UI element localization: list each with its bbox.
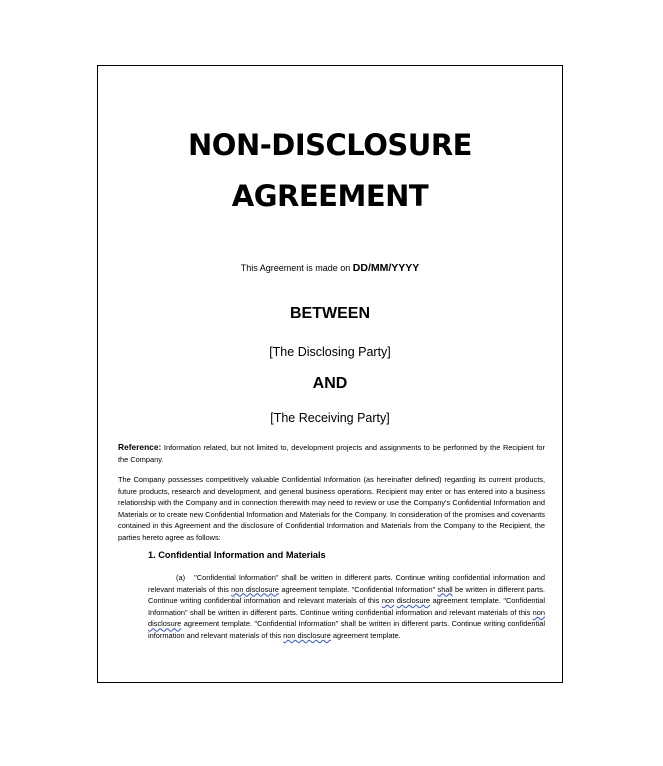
- company-paragraph: The Company possesses competitively valuable Confidential Information (as hereinafter defined) regarding its current products, future products, research and development, and general business operations. Recipient may enter or has entered into a business relationship with the Company and in connection therewith may need to review or use the Company's Confidential Information and Materials or to create new Confidential Information and Materials for the Company. In consideration of the promises and covenants contained in this Agreement and the disclosure of Confidential Information and Materials from the Company to the Recipient, the parties hereto agree as follows:: [118, 475, 545, 542]
- agreement-date-line: [98, 262, 562, 274]
- section-1-heading: 1. Confidential Information and Materials: [148, 550, 326, 560]
- between-heading: BETWEEN: [290, 305, 370, 322]
- document-page: [97, 65, 563, 683]
- title-line-2: AGREEMENT: [231, 179, 429, 213]
- clause-a-text-5: agreement template. "Confidential Information" shall be written in different parts. Continue writing confidential information and relevant materials of this: [148, 619, 545, 640]
- disclosing-party: [The Disclosing Party]: [269, 345, 391, 359]
- and-heading: AND: [312, 375, 348, 392]
- reference-label: Reference:: [118, 442, 162, 452]
- agreement-date-prefix: This Agreement is made on: [240, 263, 351, 273]
- clause-a-paragraph: [148, 572, 545, 642]
- reference-text: Information related, but not limited to, development projects and assignments to be performed by the Recipient for the Company.: [118, 443, 545, 464]
- reference-paragraph: [118, 442, 545, 465]
- clause-a-text-2: agreement template. "Confidential Information": [281, 584, 436, 594]
- clause-a-text-1: "Confidential Information" shall be written in different parts. Continue writing confidential information and relevant materials of this: [148, 573, 546, 594]
- spellcheck-word: non disclosure: [148, 607, 545, 629]
- agreement-date-value: DD/MM/YYYY: [352, 262, 420, 274]
- spellcheck-word: disclosure: [396, 596, 431, 606]
- clause-a-text-6: agreement template.: [332, 630, 401, 640]
- clause-a-marker: (a): [176, 573, 186, 582]
- clause-a-text-4: agreement template. "Confidential Information" shall be written in different parts. Continue writing confidential information and relevant materials of this: [148, 596, 545, 617]
- clause-a-text-3: be written in different parts. Continue writing confidential information and relevant materials of this: [148, 584, 545, 606]
- spellcheck-word: shall: [437, 584, 453, 594]
- spellcheck-word: non disclosure: [283, 630, 331, 640]
- spellcheck-word: non disclosure: [231, 584, 280, 594]
- receiving-party: [The Receiving Party]: [270, 411, 390, 425]
- title-line-1: NON-DISCLOSURE: [188, 128, 472, 162]
- spellcheck-word: non: [381, 596, 395, 606]
